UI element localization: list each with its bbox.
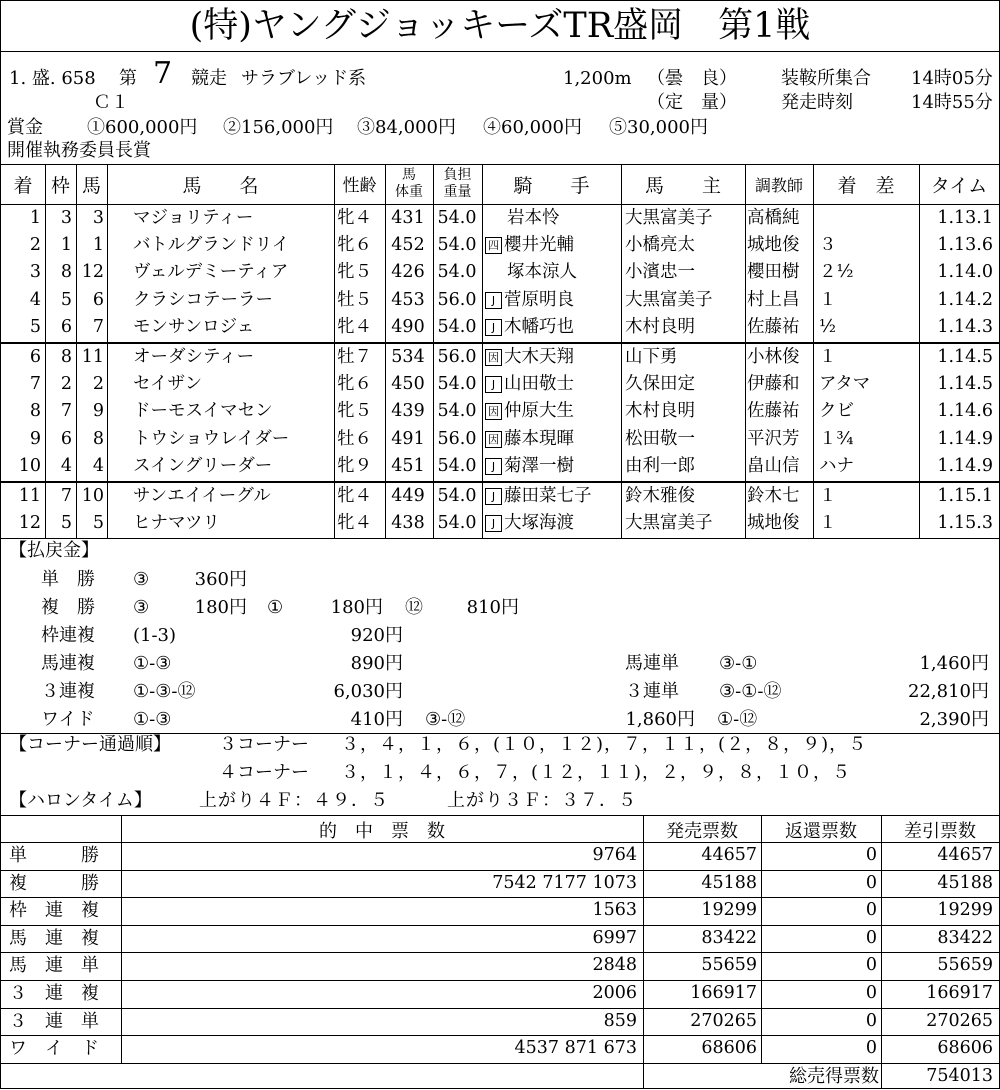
result-num: 6 <box>92 290 104 310</box>
votes-type: 馬 連 単 <box>9 955 99 977</box>
title-divider <box>1 51 999 52</box>
fukusho-combo-2: ① <box>267 597 284 618</box>
votes-net: 83422 <box>937 927 993 948</box>
result-pos: 9 <box>29 429 41 449</box>
votes-sold: 166917 <box>690 983 757 1003</box>
jockey-license-mark: 因 <box>485 431 502 448</box>
result-weight: 439 <box>391 401 425 421</box>
result-name: ドーモスイマセン <box>133 401 273 421</box>
col-owner: 馬 主 <box>644 175 721 197</box>
umaren-label: 馬連複 <box>41 653 95 674</box>
result-num: 10 <box>81 486 104 506</box>
votes-refund: 0 <box>865 1010 877 1031</box>
wide-combo-1: ①-③ <box>133 709 172 730</box>
votes-type: 枠 連 複 <box>9 900 99 922</box>
wide-amount-1: 410円 <box>350 709 403 730</box>
race-class: Ｃ１ <box>93 92 129 113</box>
votes-refund: 0 <box>865 845 877 865</box>
result-owner: 大黒富美子 <box>625 208 713 228</box>
votes-sold: 270265 <box>690 1010 757 1031</box>
result-num: 1 <box>92 235 104 255</box>
result-sex-age: 牝５ <box>337 401 372 421</box>
result-time: 1.15.3 <box>937 513 993 533</box>
corner-label: 【コーナー通過順】 <box>9 734 171 755</box>
result-pos: 8 <box>29 401 41 421</box>
result-jockey: 岩本怜 <box>507 208 560 228</box>
result-name: ヴェルデミーティア <box>133 262 289 282</box>
jockey-license-mark: J <box>485 376 502 393</box>
result-pos: 2 <box>29 235 41 255</box>
sanrentan-amount: 22,810円 <box>908 681 989 702</box>
result-trainer: 佐藤祐 <box>747 317 800 337</box>
race-number: 7 <box>153 56 173 91</box>
result-jockey: 仲原大生 <box>504 401 574 421</box>
assembly-label: 装鞍所集合 <box>781 68 871 89</box>
result-owner: 久保田定 <box>625 374 695 394</box>
votes-col-sold: 発売票数 <box>666 821 738 842</box>
umatan-combo: ③-① <box>719 653 758 674</box>
wide-combo-3: ①-⑫ <box>717 709 758 730</box>
result-margin: アタマ <box>819 374 871 394</box>
col-time: タイム <box>930 175 988 197</box>
result-num: 11 <box>81 347 104 367</box>
col-burden-2: 重量 <box>443 184 472 200</box>
result-time: 1.14.9 <box>937 429 993 449</box>
result-num: 9 <box>92 401 104 421</box>
result-jockey-cell <box>485 287 621 314</box>
result-pos: 11 <box>18 486 41 506</box>
result-jockey-cell <box>485 232 621 259</box>
votes-hit: 2006 <box>592 983 637 1003</box>
result-pos: 5 <box>29 317 41 337</box>
result-name: サンエイイーグル <box>133 486 271 506</box>
result-jockey-cell <box>485 426 621 453</box>
result-frame: 6 <box>60 317 72 337</box>
result-time: 1.14.5 <box>937 347 993 367</box>
total-value: 754013 <box>926 1066 993 1086</box>
result-jockey: 藤田菜七子 <box>504 486 592 506</box>
result-time: 1.13.6 <box>937 235 993 255</box>
wakuren-amount: 920円 <box>350 625 403 646</box>
result-jockey: 櫻井光輔 <box>504 235 574 255</box>
result-burden: 56.0 <box>437 347 477 367</box>
result-frame: 4 <box>60 456 72 476</box>
result-num: 4 <box>92 456 104 476</box>
corner4-order: ３，１，４，６，７，(１２，１１)，２，９，８，１０，５ <box>341 762 852 783</box>
corner3-label: ３コーナー <box>219 734 309 755</box>
result-sex-age: 牝５ <box>337 262 372 282</box>
jockey-license-mark: 因 <box>485 403 502 420</box>
result-pos: 4 <box>29 290 41 310</box>
fukusho-amount-2: 180円 <box>330 597 383 618</box>
votes-sold: 83422 <box>701 927 757 948</box>
wakuren-combo: (1-3) <box>133 625 177 646</box>
result-trainer: 平沢芳 <box>747 429 800 449</box>
result-margin: １ <box>819 513 837 533</box>
result-owner: 山下勇 <box>625 347 678 367</box>
votes-type: ワ イ ド <box>9 1038 99 1060</box>
result-frame: 2 <box>60 374 72 394</box>
votes-hit: 1563 <box>592 900 637 921</box>
result-weight: 451 <box>391 456 425 476</box>
result-sex-age: 牝４ <box>337 486 372 506</box>
votes-net: 166917 <box>926 983 993 1003</box>
result-burden: 54.0 <box>437 374 477 394</box>
wide-label: ワイド <box>41 709 95 730</box>
votes-type: ３ 連 単 <box>9 1010 99 1032</box>
wide-amount-3: 2,390円 <box>919 709 989 730</box>
result-frame: 6 <box>60 429 72 449</box>
sanrentan-label: ３連単 <box>625 681 679 702</box>
umaren-combo: ①-③ <box>133 653 172 674</box>
result-frame: 7 <box>60 401 72 421</box>
result-jockey: 菊澤一樹 <box>504 456 574 476</box>
award-name: 開催執務委員長賞 <box>7 140 151 161</box>
result-name: ヒナマツリ <box>133 513 220 533</box>
result-owner: 由利一郎 <box>625 456 695 476</box>
votes-hit: 2848 <box>592 955 637 976</box>
result-name: マジョリティー <box>133 208 254 228</box>
result-margin: ½ <box>819 317 836 337</box>
result-frame: 7 <box>60 486 72 506</box>
race-number-prefix: 第 <box>119 68 137 89</box>
result-num: 7 <box>92 317 104 337</box>
result-frame: 3 <box>60 208 72 228</box>
result-jockey: 山田敬士 <box>504 374 574 394</box>
result-owner: 鈴木雅俊 <box>625 486 695 506</box>
prize-2nd: ②156,000円 <box>223 117 334 138</box>
result-time: 1.14.9 <box>937 456 993 476</box>
result-burden: 54.0 <box>437 208 477 228</box>
result-margin: ２½ <box>819 262 854 282</box>
result-sex-age: 牝９ <box>337 456 372 476</box>
result-pos: 10 <box>18 456 41 476</box>
result-num: 2 <box>92 374 104 394</box>
result-time: 1.13.1 <box>937 208 993 228</box>
prize-label: 賞金 <box>7 117 43 138</box>
result-trainer: 佐藤祐 <box>747 401 800 421</box>
result-name: モンサンロジェ <box>133 317 255 337</box>
votes-net: 19299 <box>937 900 993 921</box>
result-trainer: 小林俊 <box>747 347 800 367</box>
umaren-amount: 890円 <box>350 653 403 674</box>
col-trainer: 調教師 <box>754 176 803 195</box>
fukusho-combo-1: ③ <box>133 597 150 618</box>
prize-3rd: ③84,000円 <box>357 117 456 138</box>
result-pos: 12 <box>18 513 41 533</box>
jockey-license-mark: 四 <box>485 237 502 254</box>
corner4-label: ４コーナー <box>219 762 309 783</box>
corner3-order: ３，４，１，６，(１０，１２)，７，１１，(２，８，９)，５ <box>341 734 868 755</box>
col-frame: 枠 <box>50 175 70 197</box>
votes-refund: 0 <box>865 1038 877 1059</box>
start-time: 14時55分 <box>911 92 993 113</box>
votes-refund: 0 <box>865 927 877 948</box>
result-weight: 426 <box>391 262 425 282</box>
result-margin: １ <box>819 486 837 506</box>
result-jockey-cell <box>485 510 621 537</box>
result-owner: 小濱忠一 <box>625 262 695 282</box>
wide-amount-2: 1,860円 <box>625 709 695 730</box>
result-jockey-cell <box>485 344 621 371</box>
result-sex-age: 牝６ <box>337 374 372 394</box>
result-burden: 56.0 <box>437 429 477 449</box>
result-trainer: 櫻田樹 <box>747 262 800 282</box>
result-burden: 56.0 <box>437 290 477 310</box>
result-sex-age: 牡７ <box>337 347 372 367</box>
result-num: 12 <box>81 262 104 282</box>
result-time: 1.14.6 <box>937 401 993 421</box>
result-num: 8 <box>92 429 104 449</box>
result-frame: 8 <box>60 262 72 282</box>
result-jockey-cell <box>485 371 621 398</box>
result-owner: 大黒富美子 <box>625 290 713 310</box>
result-jockey: 藤本現暉 <box>504 429 574 449</box>
weight-rule: （定 量） <box>647 92 737 113</box>
result-burden: 54.0 <box>437 513 477 533</box>
result-jockey: 塚本涼人 <box>507 262 577 282</box>
result-trainer: 伊藤和 <box>747 374 800 394</box>
prize-5th: ⑤30,000円 <box>609 117 708 138</box>
last-4f: 上がり４Ｆ：４９．５ <box>199 790 389 811</box>
result-owner: 小橋亮太 <box>625 235 695 255</box>
result-weight: 491 <box>391 429 425 449</box>
result-sex-age: 牝４ <box>337 208 372 228</box>
result-sex-age: 牡６ <box>337 429 372 449</box>
col-finish: 着 <box>13 175 33 197</box>
result-pos: 1 <box>29 208 41 228</box>
result-time: 1.14.3 <box>937 317 993 337</box>
tansho-amount: 360円 <box>194 569 247 590</box>
start-label: 発走時刻 <box>781 92 853 113</box>
result-time: 1.15.1 <box>937 486 993 506</box>
result-frame: 5 <box>60 513 72 533</box>
votes-hit: 4537 871 673 <box>514 1038 637 1059</box>
result-num: 3 <box>92 208 104 228</box>
result-weight: 452 <box>391 235 425 255</box>
result-name: オーダシティー <box>133 347 255 367</box>
votes-col-refund: 返還票数 <box>785 821 857 842</box>
votes-refund: 0 <box>865 872 877 893</box>
result-margin: ハナ <box>819 456 854 476</box>
result-sex-age: 牝４ <box>337 513 372 533</box>
votes-hit: 6997 <box>592 927 637 948</box>
result-margin: １¾ <box>819 429 854 449</box>
result-trainer: 高橋純 <box>747 208 800 228</box>
result-jockey-cell <box>485 483 621 510</box>
col-margin: 着 差 <box>837 175 895 197</box>
result-weight: 453 <box>391 290 425 310</box>
umatan-label: 馬連単 <box>625 653 679 674</box>
col-jockey: 騎 手 <box>513 175 590 197</box>
votes-type: 複 勝 <box>9 872 99 894</box>
result-burden: 54.0 <box>437 317 477 337</box>
votes-net: 44657 <box>937 845 993 865</box>
wide-combo-2: ③-⑫ <box>425 709 466 730</box>
result-owner: 松田敬一 <box>625 429 695 449</box>
fukusho-amount-3: 810円 <box>466 597 519 618</box>
votes-net: 68606 <box>937 1038 993 1059</box>
result-jockey-cell <box>485 205 643 232</box>
sanrenpuku-combo: ①-③-⑫ <box>133 681 196 702</box>
furlong-label: 【ハロンタイム】 <box>9 790 152 811</box>
result-burden: 54.0 <box>437 235 477 255</box>
sanrentan-combo: ③-①-⑫ <box>719 681 782 702</box>
race-distance: 1,200m <box>563 68 632 89</box>
votes-col-net: 差引票数 <box>904 821 976 842</box>
result-burden: 54.0 <box>437 262 477 282</box>
result-time: 1.14.2 <box>937 290 993 310</box>
result-jockey: 木幡巧也 <box>504 317 574 337</box>
result-name: バトルグランドリイ <box>133 235 290 255</box>
tansho-label: 単 勝 <box>41 569 95 590</box>
umatan-amount: 1,460円 <box>919 653 989 674</box>
result-weight: 490 <box>391 317 425 337</box>
result-weight: 534 <box>391 347 425 367</box>
payout-label: 【払戻金】 <box>9 540 99 561</box>
result-owner: 木村良明 <box>625 401 695 421</box>
votes-sold: 45188 <box>701 872 757 893</box>
prize-4th: ④60,000円 <box>483 117 582 138</box>
result-trainer: 畠山信 <box>747 456 800 476</box>
result-name: セイザン <box>133 374 203 394</box>
result-pos: 3 <box>29 262 41 282</box>
result-weight: 449 <box>391 486 425 506</box>
votes-type: 単 勝 <box>9 845 99 866</box>
jockey-license-mark: J <box>485 319 502 336</box>
result-trainer: 鈴木七 <box>747 486 800 506</box>
jockey-license-mark: J <box>485 488 502 505</box>
track-condition: （曇 良） <box>647 68 737 89</box>
result-jockey: 大塚海渡 <box>504 513 574 533</box>
result-owner: 大黒富美子 <box>625 513 713 533</box>
result-sex-age: 牡５ <box>337 290 372 310</box>
last-3f: 上がり３Ｆ：３７．５ <box>447 790 637 811</box>
result-time: 1.14.0 <box>937 262 993 282</box>
result-pos: 6 <box>29 347 41 367</box>
result-trainer: 城地俊 <box>747 513 800 533</box>
fukusho-combo-3: ⑫ <box>405 597 423 618</box>
result-sex-age: 牝４ <box>337 317 372 337</box>
jockey-license-mark: 因 <box>485 349 502 366</box>
votes-sold: 68606 <box>701 1038 757 1059</box>
result-jockey-cell <box>485 314 621 341</box>
result-weight: 450 <box>391 374 425 394</box>
total-label: 総売得票数 <box>789 1066 879 1087</box>
col-horse-no: 馬 <box>81 175 101 197</box>
result-frame: 5 <box>60 290 72 310</box>
votes-sold: 44657 <box>701 845 757 865</box>
votes-net: 45188 <box>937 872 993 893</box>
result-weight: 431 <box>391 208 425 228</box>
result-name: スイングリーダー <box>133 456 273 476</box>
votes-type: ３ 連 複 <box>9 983 99 1004</box>
result-burden: 54.0 <box>437 456 477 476</box>
votes-refund: 0 <box>865 955 877 976</box>
wakuren-label: 枠連複 <box>41 625 95 646</box>
votes-col-hit: 的 中 票 数 <box>319 821 445 842</box>
result-time: 1.14.5 <box>937 374 993 394</box>
result-name: トウショウレイダー <box>133 429 290 449</box>
votes-hit: 9764 <box>592 845 637 865</box>
votes-net: 270265 <box>926 1010 993 1031</box>
result-pos: 7 <box>29 374 41 394</box>
col-sex-age: 性齢 <box>342 176 377 196</box>
fukusho-amount-1: 180円 <box>194 597 247 618</box>
col-body-weight-1: 馬 <box>402 167 416 183</box>
result-jockey-cell <box>485 398 621 425</box>
result-frame: 8 <box>60 347 72 367</box>
result-jockey: 大木天翔 <box>504 347 574 367</box>
col-horse-name: 馬 名 <box>182 175 259 197</box>
col-burden-1: 負担 <box>443 167 472 183</box>
result-trainer: 城地俊 <box>747 235 800 255</box>
result-frame: 1 <box>60 235 72 255</box>
result-burden: 54.0 <box>437 486 477 506</box>
result-margin: １ <box>819 347 837 367</box>
votes-refund: 0 <box>865 900 877 921</box>
result-jockey-cell <box>485 453 621 480</box>
result-trainer: 村上昌 <box>747 290 800 310</box>
race-code: 1. 盛. 658 <box>9 68 96 89</box>
result-num: 5 <box>92 513 104 533</box>
fukusho-label: 複 勝 <box>41 597 95 618</box>
result-name: クラシコテーラー <box>133 290 273 310</box>
result-sex-age: 牝６ <box>337 235 372 255</box>
page-title: (特)ヤングジョッキーズTR盛岡 第1戦 <box>189 6 811 46</box>
prize-1st: ①600,000円 <box>87 117 198 138</box>
tansho-combo: ③ <box>133 569 150 590</box>
jockey-license-mark: J <box>485 515 502 532</box>
result-margin: １ <box>819 290 837 310</box>
result-margin: クビ <box>819 401 854 421</box>
votes-refund: 0 <box>865 983 877 1003</box>
sanrenpuku-label: ３連複 <box>41 681 95 702</box>
race-breed: サラブレッド系 <box>241 68 367 89</box>
jockey-license-mark: J <box>485 292 502 309</box>
votes-net: 55659 <box>937 955 993 976</box>
result-jockey-cell <box>485 259 643 286</box>
votes-hit: 859 <box>603 1010 637 1031</box>
sanrenpuku-amount: 6,030円 <box>333 681 403 702</box>
assembly-time: 14時05分 <box>911 68 993 89</box>
votes-type: 馬 連 複 <box>9 927 99 949</box>
votes-sold: 19299 <box>701 900 757 921</box>
result-jockey: 菅原明良 <box>504 290 574 310</box>
result-weight: 438 <box>391 513 425 533</box>
votes-hit: 7542 7177 1073 <box>492 872 637 893</box>
jockey-license-mark: J <box>485 458 502 475</box>
result-margin: ３ <box>819 235 837 255</box>
result-burden: 54.0 <box>437 401 477 421</box>
votes-sold: 55659 <box>701 955 757 976</box>
col-body-weight-2: 体重 <box>395 184 423 200</box>
race-number-suffix: 競走 <box>191 68 227 89</box>
result-owner: 木村良明 <box>625 317 695 337</box>
